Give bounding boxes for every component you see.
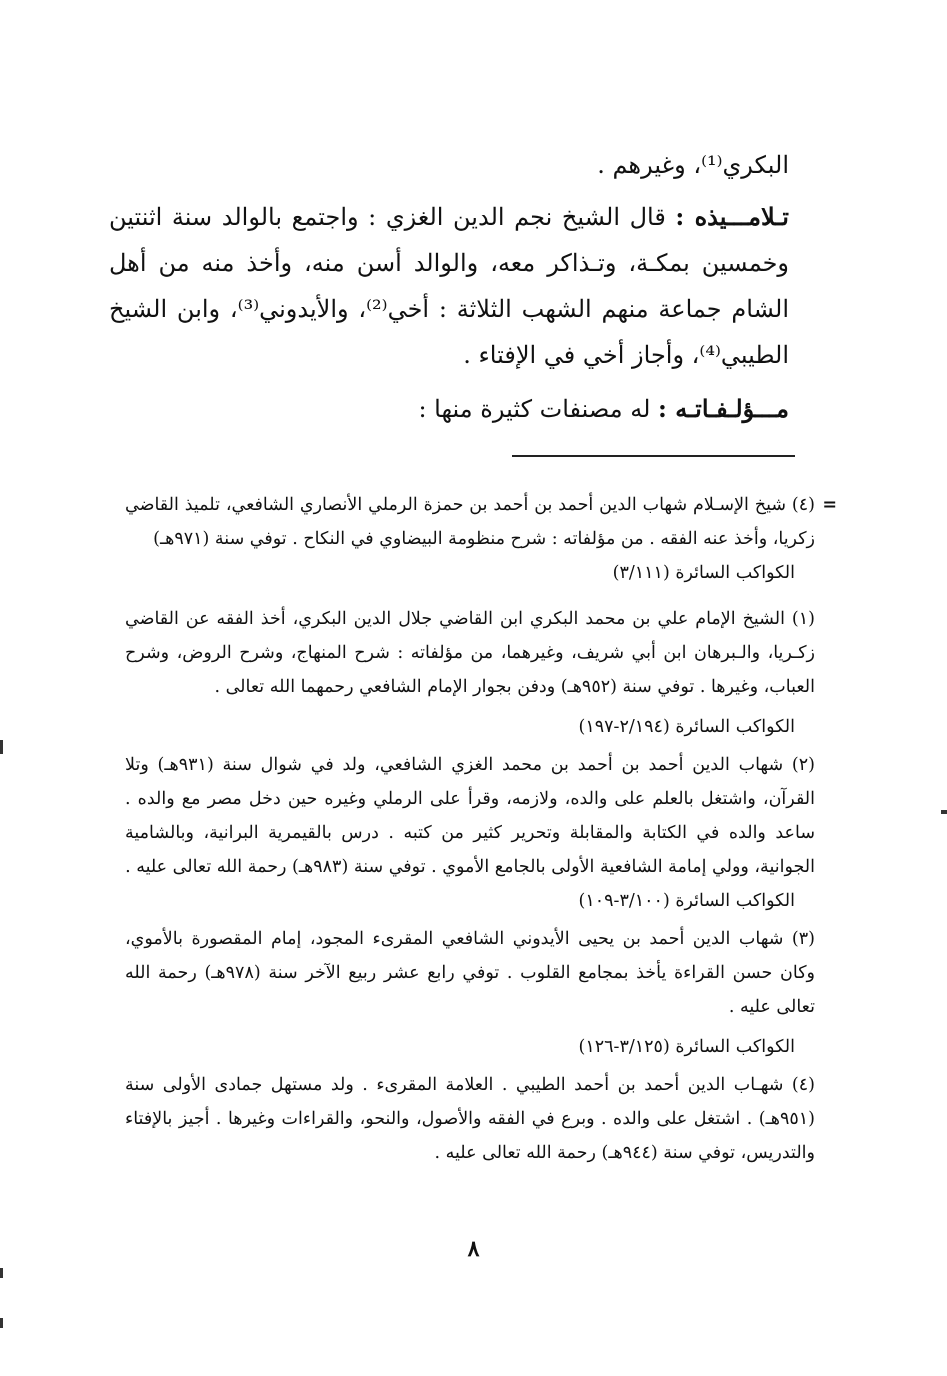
works-heading: مـــؤلـفـاتـه : <box>658 394 789 423</box>
footnote-2 <box>125 748 815 884</box>
footnote-divider <box>512 455 795 457</box>
continuation-mark: = <box>822 495 837 515</box>
works-text: له مصنفات كثيرة منها : <box>418 395 651 423</box>
footnote-3-text: (٣) شهاب الدين أحمد بن يحيى الأيدوني الشافعي المقرىء المجود، إمام المقصورة بالأموي، وكان حسن القراءة يأخذ بمجامع القلوب . توفي رابع عشر ربيع الآخر سنة (٩٧٨هـ) رحمة الله تعالى عليه . <box>125 929 815 1017</box>
footnote-2-source: الكواكب السائرة (٣/١٠٠-١٠٩) <box>578 891 795 911</box>
footnote-1-text: (١) الشيخ الإمام علي بن محمد البكري ابن القاضي جلال الدين البكري، أخذ الفقه عن القاضي زكـريا، والـبرهان ابن أبي شريف، وغيرهما، من مؤلفاته : شرح المنهاج، وشرح الروض، وشرح العباب، وغيرها . توفي سنة (٩٥٢هـ) ودفن بجوار الإمام الشافعي رحمهما الله تعالى . <box>125 609 815 697</box>
students-heading: تـلامـــيذه : <box>675 202 789 231</box>
text-line-teachers-end: البكري⁽¹⁾، وغيرهم . <box>597 151 789 179</box>
footnote-1 <box>125 602 815 704</box>
students-text: قال الشيخ نجم الدين الغزي : واجتمع بالوالد سنة اثنتين وخمسين بمكـة، وتـذاكر معه، والوالد أسن منه، وأخذ منه من أهل الشام جماعة منهم الشهب الثلاثة : أخي⁽²⁾، والأيدوني⁽³⁾، وابن الشيخ الطيبي⁽⁴⁾، وأجاز أخي في الإفتاء . <box>109 203 789 369</box>
scan-mark <box>0 1318 3 1328</box>
scan-mark <box>0 740 3 754</box>
footnote-3 <box>125 922 815 1024</box>
footnote-2-text: (٢) شهاب الدين أحمد بن أحمد بن محمد الغزي الشافعي، ولد في شوال سنة (٩٣١هـ) وتلا القرآن، واشتغل بالعلم على والده، ولازمه، وقرأ على الرملي وغيره حين دخل مصر مع والده . ساعد والده في الكتابة والمقابلة وتحرير كثير من كتبه . درس بالقيمرية البرانية، وبالشامية الجوانية، وولي إمامة الشافعية الأولى بالجامع الأموي . توفي سنة (٩٨٣هـ) رحمة الله تعالى عليه . <box>125 755 815 877</box>
page-number: ٨ <box>467 1236 480 1262</box>
footnote-1-source: الكواكب السائرة (٢/١٩٤-١٩٧) <box>578 717 795 737</box>
footnote-source: الكواكب السائرة (٣/١١١) <box>612 563 795 583</box>
footnote-4-text: (٤) شهـاب الدين أحمد بن أحمد الطيبي . العلامة المقرىء . ولد مستهل جمادى الأولى سنة (٩٥١هـ) . اشتغل على والده . وبرع في الفقه والأصول، والنحو، والقراءات وغيرها . أجيز بالإفتاء والتدريس، توفي سنة (٩٤٤هـ) رحمة الله تعالى عليه . <box>125 1075 815 1163</box>
footnote-4 <box>125 1068 815 1170</box>
scan-mark <box>0 1268 3 1278</box>
footnote-continuation <box>125 488 837 556</box>
footnotes <box>125 488 837 1170</box>
footnote-3-source: الكواكب السائرة (٣/١٢٥-١٢٦) <box>578 1037 795 1057</box>
main-text <box>109 142 789 432</box>
works-paragraph <box>109 386 789 432</box>
footnote-continuation-text: (٤) شيخ الإسـلام شهاب الدين أحمد بن أحمد بن حمزة الرملي الأنصاري الشافعي، تلميذ القاضي زكريا، وأخذ عنه الفقه . من مؤلفاته : شرح منظومة البيضاوي في النكاح . توفي سنة (٩٧١هـ) <box>125 495 815 549</box>
students-paragraph <box>109 194 789 378</box>
scan-mark <box>941 810 947 814</box>
